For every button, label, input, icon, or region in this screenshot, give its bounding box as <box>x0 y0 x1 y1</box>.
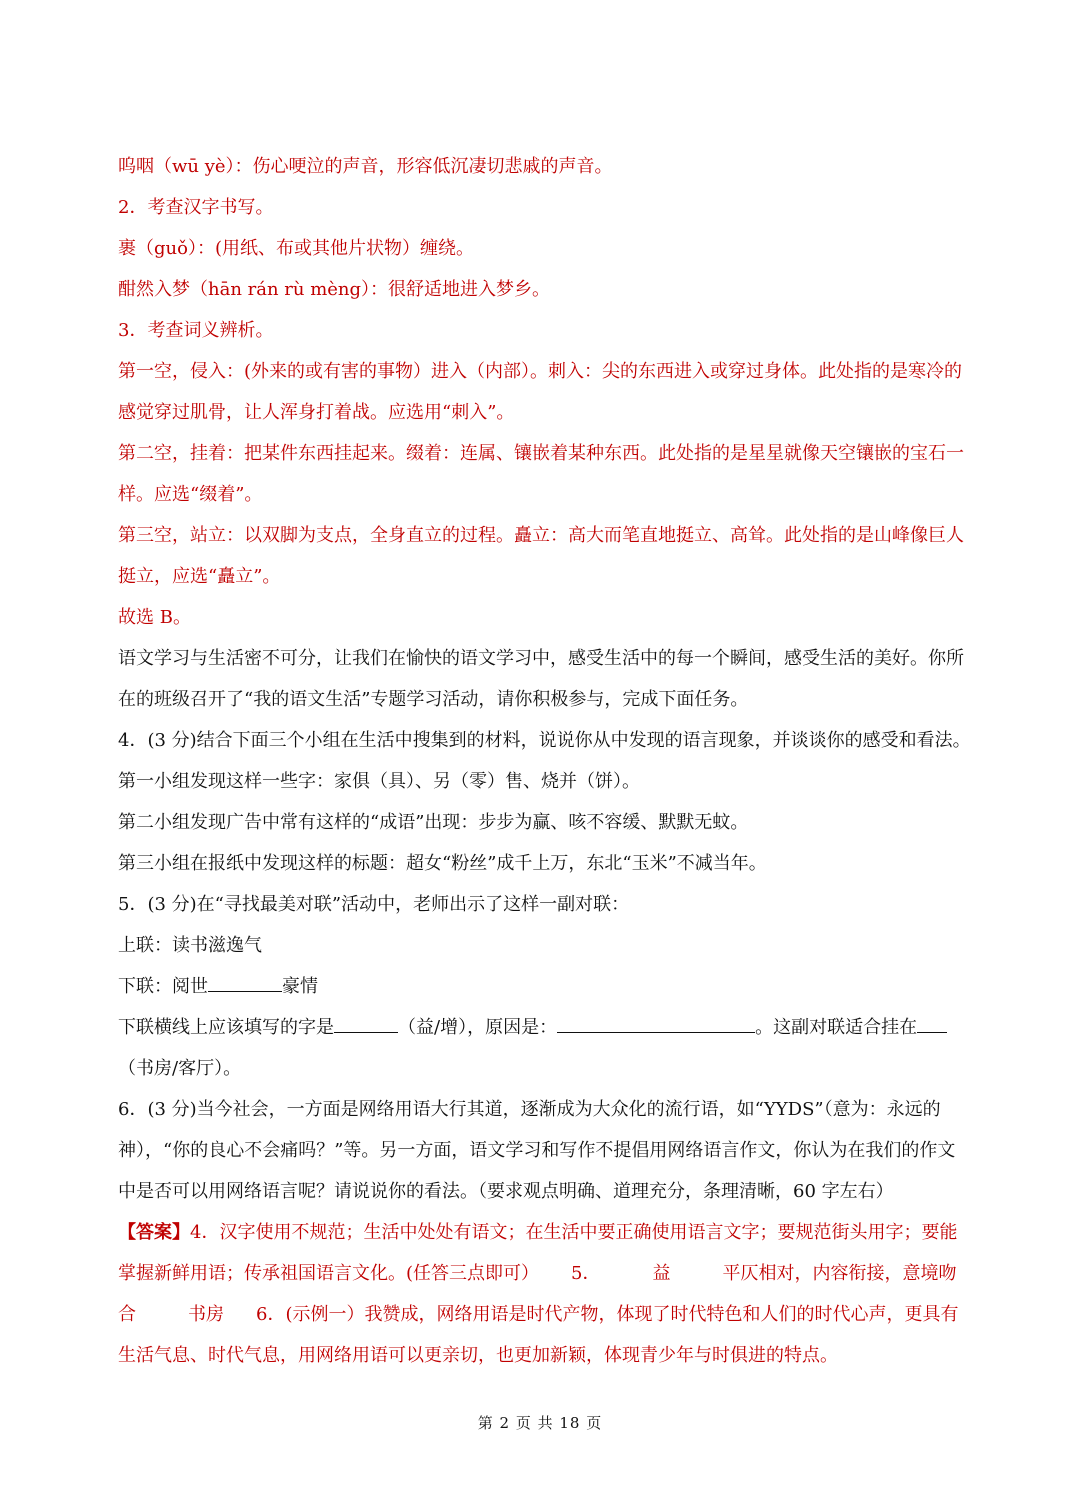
fill-in-question <box>118 1007 966 1089</box>
fill-prompt-d: （书房/客厅）。 <box>118 1058 242 1079</box>
couplet-lower-prefix: 下联：阅世 <box>118 976 208 997</box>
analysis-blank-1: 第一空，侵入：(外来的或有害的事物）进入（内部）。刺入：尖的东西进入或穿过身体。此处指的是寒冷的感觉穿过肌骨，让人浑身打着战。应选用“刺入”。 <box>118 361 963 423</box>
fill-blank-place <box>917 1014 947 1033</box>
answer-5-word: 益 <box>652 1263 671 1284</box>
couplet-upper: 上联：读书滋逸气 <box>118 935 262 956</box>
answer-block <box>118 1212 966 1376</box>
couplet-lower <box>118 966 966 1007</box>
group-2-material: 第二小组发现广告中常有这样的“成语”出现：步步为赢、咳不容缓、默默无蚊。 <box>118 812 749 833</box>
fill-blank-word <box>334 1014 398 1033</box>
fill-prompt-a: 下联横线上应该填写的字是 <box>118 1017 334 1038</box>
pinyin-item-guo: 裹（guǒ）：(用纸、布或其他片状物）缠绕。 <box>118 238 474 259</box>
section-heading-3: 3．考查词义辨析。 <box>118 320 274 341</box>
pinyin-item-hanran: 酣然入梦（hān rán rù mèng）：很舒适地进入梦乡。 <box>118 279 551 300</box>
question-5: 5．(3 分)在“寻找最美对联”活动中，老师出示了这样一副对联： <box>118 894 630 915</box>
fill-blank-reason <box>557 1014 755 1033</box>
fill-prompt-b: （益/增），原因是： <box>398 1017 558 1038</box>
group-1-material: 第一小组发现这样一些字：家俱（具）、另（零）售、烧并（饼）。 <box>118 771 640 792</box>
choice-conclusion: 故选 B。 <box>118 607 191 628</box>
answer-5-reason: 平仄相对，内容衔接，意境吻合 <box>118 1263 957 1325</box>
question-6: 6．(3 分)当今社会，一方面是网络用语大行其道，逐渐成为大众化的流行语，如“YYDS”（意为：永远的神），“你的良心不会痛吗？”等。另一方面，语文学习和写作不提倡用网络语言作文，你认为在我们的作文中是否可以用网络语言呢？请说说你的看法。（要求观点明确、道理充分，条理清晰，60 字左右） <box>118 1099 956 1202</box>
couplet-lower-suffix: 豪情 <box>282 976 318 997</box>
page-number-footer: 第 2 页 共 18 页 <box>477 1414 603 1432</box>
analysis-blank-2: 第二空，挂着：把某件东西挂起来。缀着：连属、镶嵌着某种东西。此处指的是星星就像天空镶嵌的宝石一样。应选“缀着”。 <box>118 443 964 505</box>
fill-prompt-c: 。这副对联适合挂在 <box>755 1017 918 1038</box>
answer-4: 4．汉字使用不规范；生活中处处有语文；在生活中要正确使用语言文字；要规范街头用字；要能掌握新鲜用语；传承祖国语言文化。(任答三点即可） <box>118 1222 958 1284</box>
couplet-blank <box>208 973 282 992</box>
answer-5-place: 书房 <box>188 1304 224 1325</box>
group-3-material: 第三小组在报纸中发现这样的标题：超女“粉丝”成千上万，东北“玉米”不减当年。 <box>118 853 767 874</box>
answer-5-number: 5． <box>571 1263 601 1284</box>
analysis-blank-3: 第三空，站立：以双脚为支点，全身直立的过程。矗立：高大而笔直地挺立、高耸。此处指的是山峰像巨人挺立，应选“矗立”。 <box>118 525 964 587</box>
answer-tag: 【答案】 <box>118 1222 190 1243</box>
page-content <box>118 146 971 1376</box>
activity-intro: 语文学习与生活密不可分，让我们在愉快的语文学习中，感受生活中的每一个瞬间，感受生活的美好。你所在的班级召开了“我的语文生活”专题学习活动，请你积极参与，完成下面任务。 <box>118 648 964 710</box>
section-heading-2: 2．考查汉字书写。 <box>118 197 274 218</box>
question-4: 4．(3 分)结合下面三个小组在生活中搜集到的材料，说说你从中发现的语言现象，并谈谈你的感受和看法。 <box>118 730 971 751</box>
pinyin-item-wuye: 呜咽（wū yè）：伤心哽泣的声音，形容低沉凄切悲戚的声音。 <box>118 156 613 177</box>
answer-6: 6．(示例一）我赞成，网络用语是时代产物，体现了时代特色和人们的时代心声，更具有生活气息、时代气息，用网络用语可以更亲切，也更加新颖，体现青少年与时俱进的特点。 <box>118 1304 959 1366</box>
